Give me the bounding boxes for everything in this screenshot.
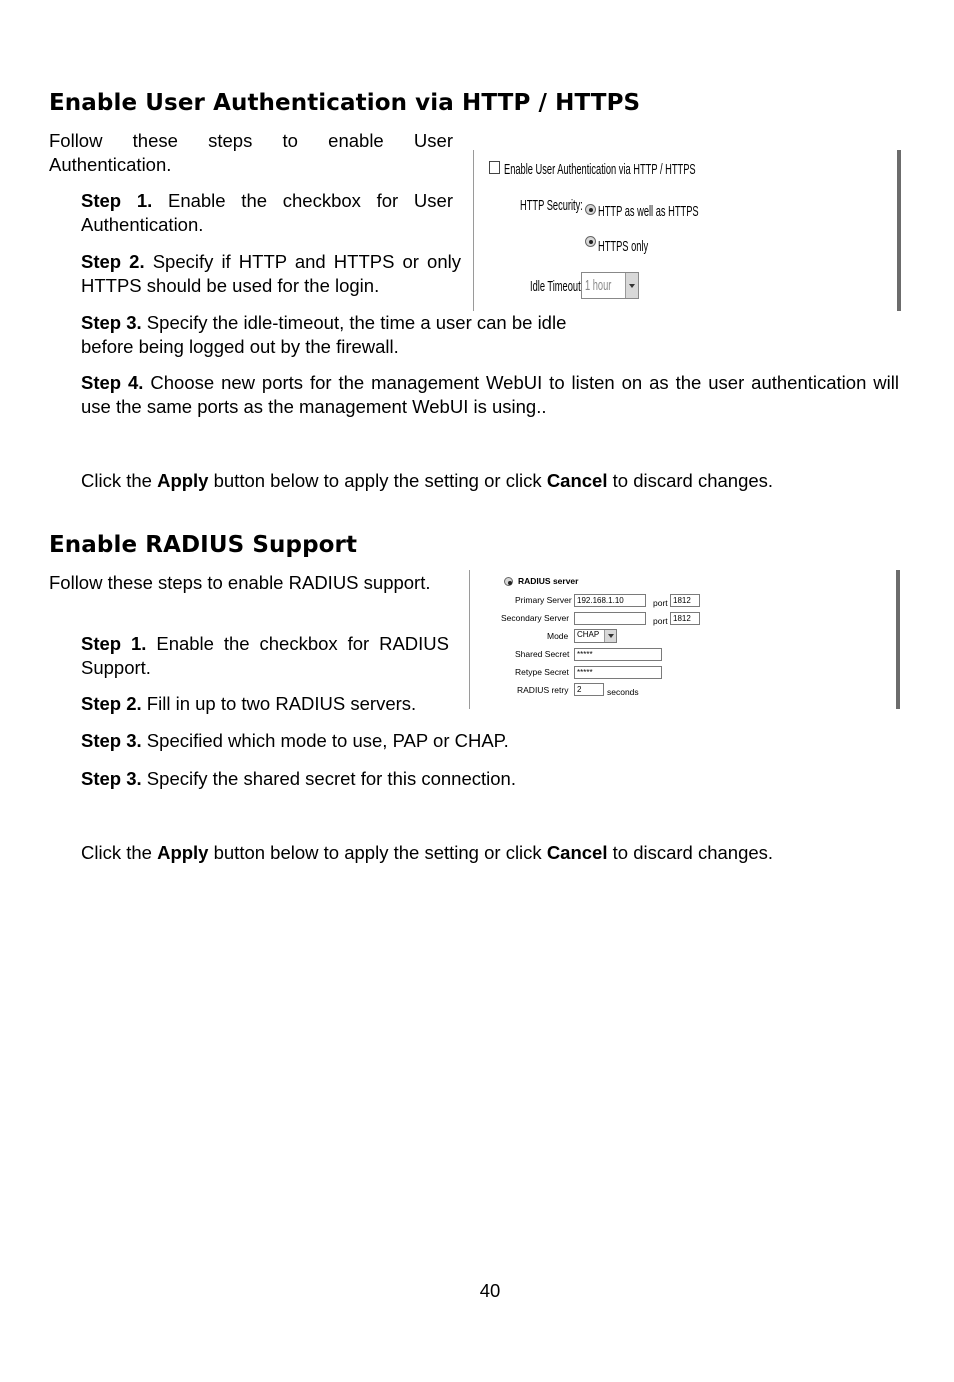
user-auth-settings-panel xyxy=(473,150,901,311)
page-number: 40 xyxy=(479,1280,501,1301)
chevron-down-icon[interactable] xyxy=(604,630,616,642)
idle-timeout-label: Idle Timeout xyxy=(530,278,581,295)
idle-timeout-value: 1 hour xyxy=(585,277,612,294)
idle-timeout-select[interactable] xyxy=(581,272,639,299)
intro-paragraph: Follow these steps to enable User Authentication. xyxy=(49,130,453,175)
primary-server-label: Primary Server xyxy=(515,595,572,605)
radius-retry-input[interactable]: 2 xyxy=(574,683,604,696)
chevron-down-icon[interactable] xyxy=(625,273,638,298)
mode-value: CHAP xyxy=(577,630,600,639)
primary-port-input[interactable]: 1812 xyxy=(670,594,700,607)
radius-step-2: Step 2. Fill in up to two RADIUS servers. xyxy=(81,693,417,714)
radius-step-1: Step 1. Enable the checkbox for RADIUS Support. xyxy=(81,633,449,678)
mode-label: Mode xyxy=(547,631,569,641)
primary-port-label: port xyxy=(653,598,668,608)
radius-intro-paragraph: Follow these steps to enable RADIUS support. xyxy=(49,572,431,593)
radius-step-3a: Step 3. Specified which mode to use, PAP or CHAP. xyxy=(81,730,509,751)
radius-retry-label: RADIUS retry xyxy=(517,685,569,695)
shared-secret-label: Shared Secret xyxy=(515,649,570,659)
primary-server-input[interactable]: 192.168.1.10 xyxy=(574,594,646,607)
radius-apply-instruction: Click the Apply button below to apply the setting or click Cancel to discard changes. xyxy=(81,842,774,863)
radio-https-only-label: HTTPS only xyxy=(598,238,649,255)
step-4: Step 4. Choose new ports for the management WebUI to listen on as the user authentication will use the same ports as the management WebUI is using.. xyxy=(81,372,899,417)
section-heading-user-auth: Enable User Authentication via HTTP / HTTPS xyxy=(49,90,641,116)
radio-https-only[interactable] xyxy=(585,236,596,247)
secondary-server-input[interactable] xyxy=(574,612,646,625)
secondary-port-input[interactable]: 1812 xyxy=(670,612,700,625)
retype-secret-label: Retype Secret xyxy=(515,667,569,677)
retype-secret-input[interactable]: ***** xyxy=(574,666,662,679)
radius-settings-panel xyxy=(469,570,900,709)
step-2: Step 2. Specify if HTTP and HTTPS or only HTTPS should be used for the login. xyxy=(81,251,461,296)
shared-secret-input[interactable]: ***** xyxy=(574,648,662,661)
radius-server-radio[interactable] xyxy=(504,577,513,586)
secondary-server-label: Secondary Server xyxy=(501,613,570,623)
radius-server-label: RADIUS server xyxy=(518,576,579,586)
secondary-port-label: port xyxy=(653,616,668,626)
apply-instruction: Click the Apply button below to apply the setting or click Cancel to discard changes. xyxy=(81,470,774,491)
mode-select[interactable] xyxy=(574,629,617,643)
enable-user-auth-label: Enable User Authentication via HTTP / HTTPS xyxy=(504,161,696,178)
http-security-label: HTTP Security: xyxy=(520,197,583,214)
enable-user-auth-checkbox[interactable] xyxy=(489,161,500,174)
radio-http-and-https[interactable] xyxy=(585,204,596,215)
radio-http-and-https-label: HTTP as well as HTTPS xyxy=(598,203,699,220)
radius-step-3b: Step 3. Specify the shared secret for this connection. xyxy=(81,768,516,789)
section-heading-radius: Enable RADIUS Support xyxy=(49,532,358,558)
step-1: Step 1. Enable the checkbox for User Authentication. xyxy=(81,190,453,235)
radius-retry-unit: seconds xyxy=(607,687,639,697)
step-3: Step 3. Specify the idle-timeout, the time a user can be idle before being logged out by the firewall. xyxy=(81,312,567,357)
